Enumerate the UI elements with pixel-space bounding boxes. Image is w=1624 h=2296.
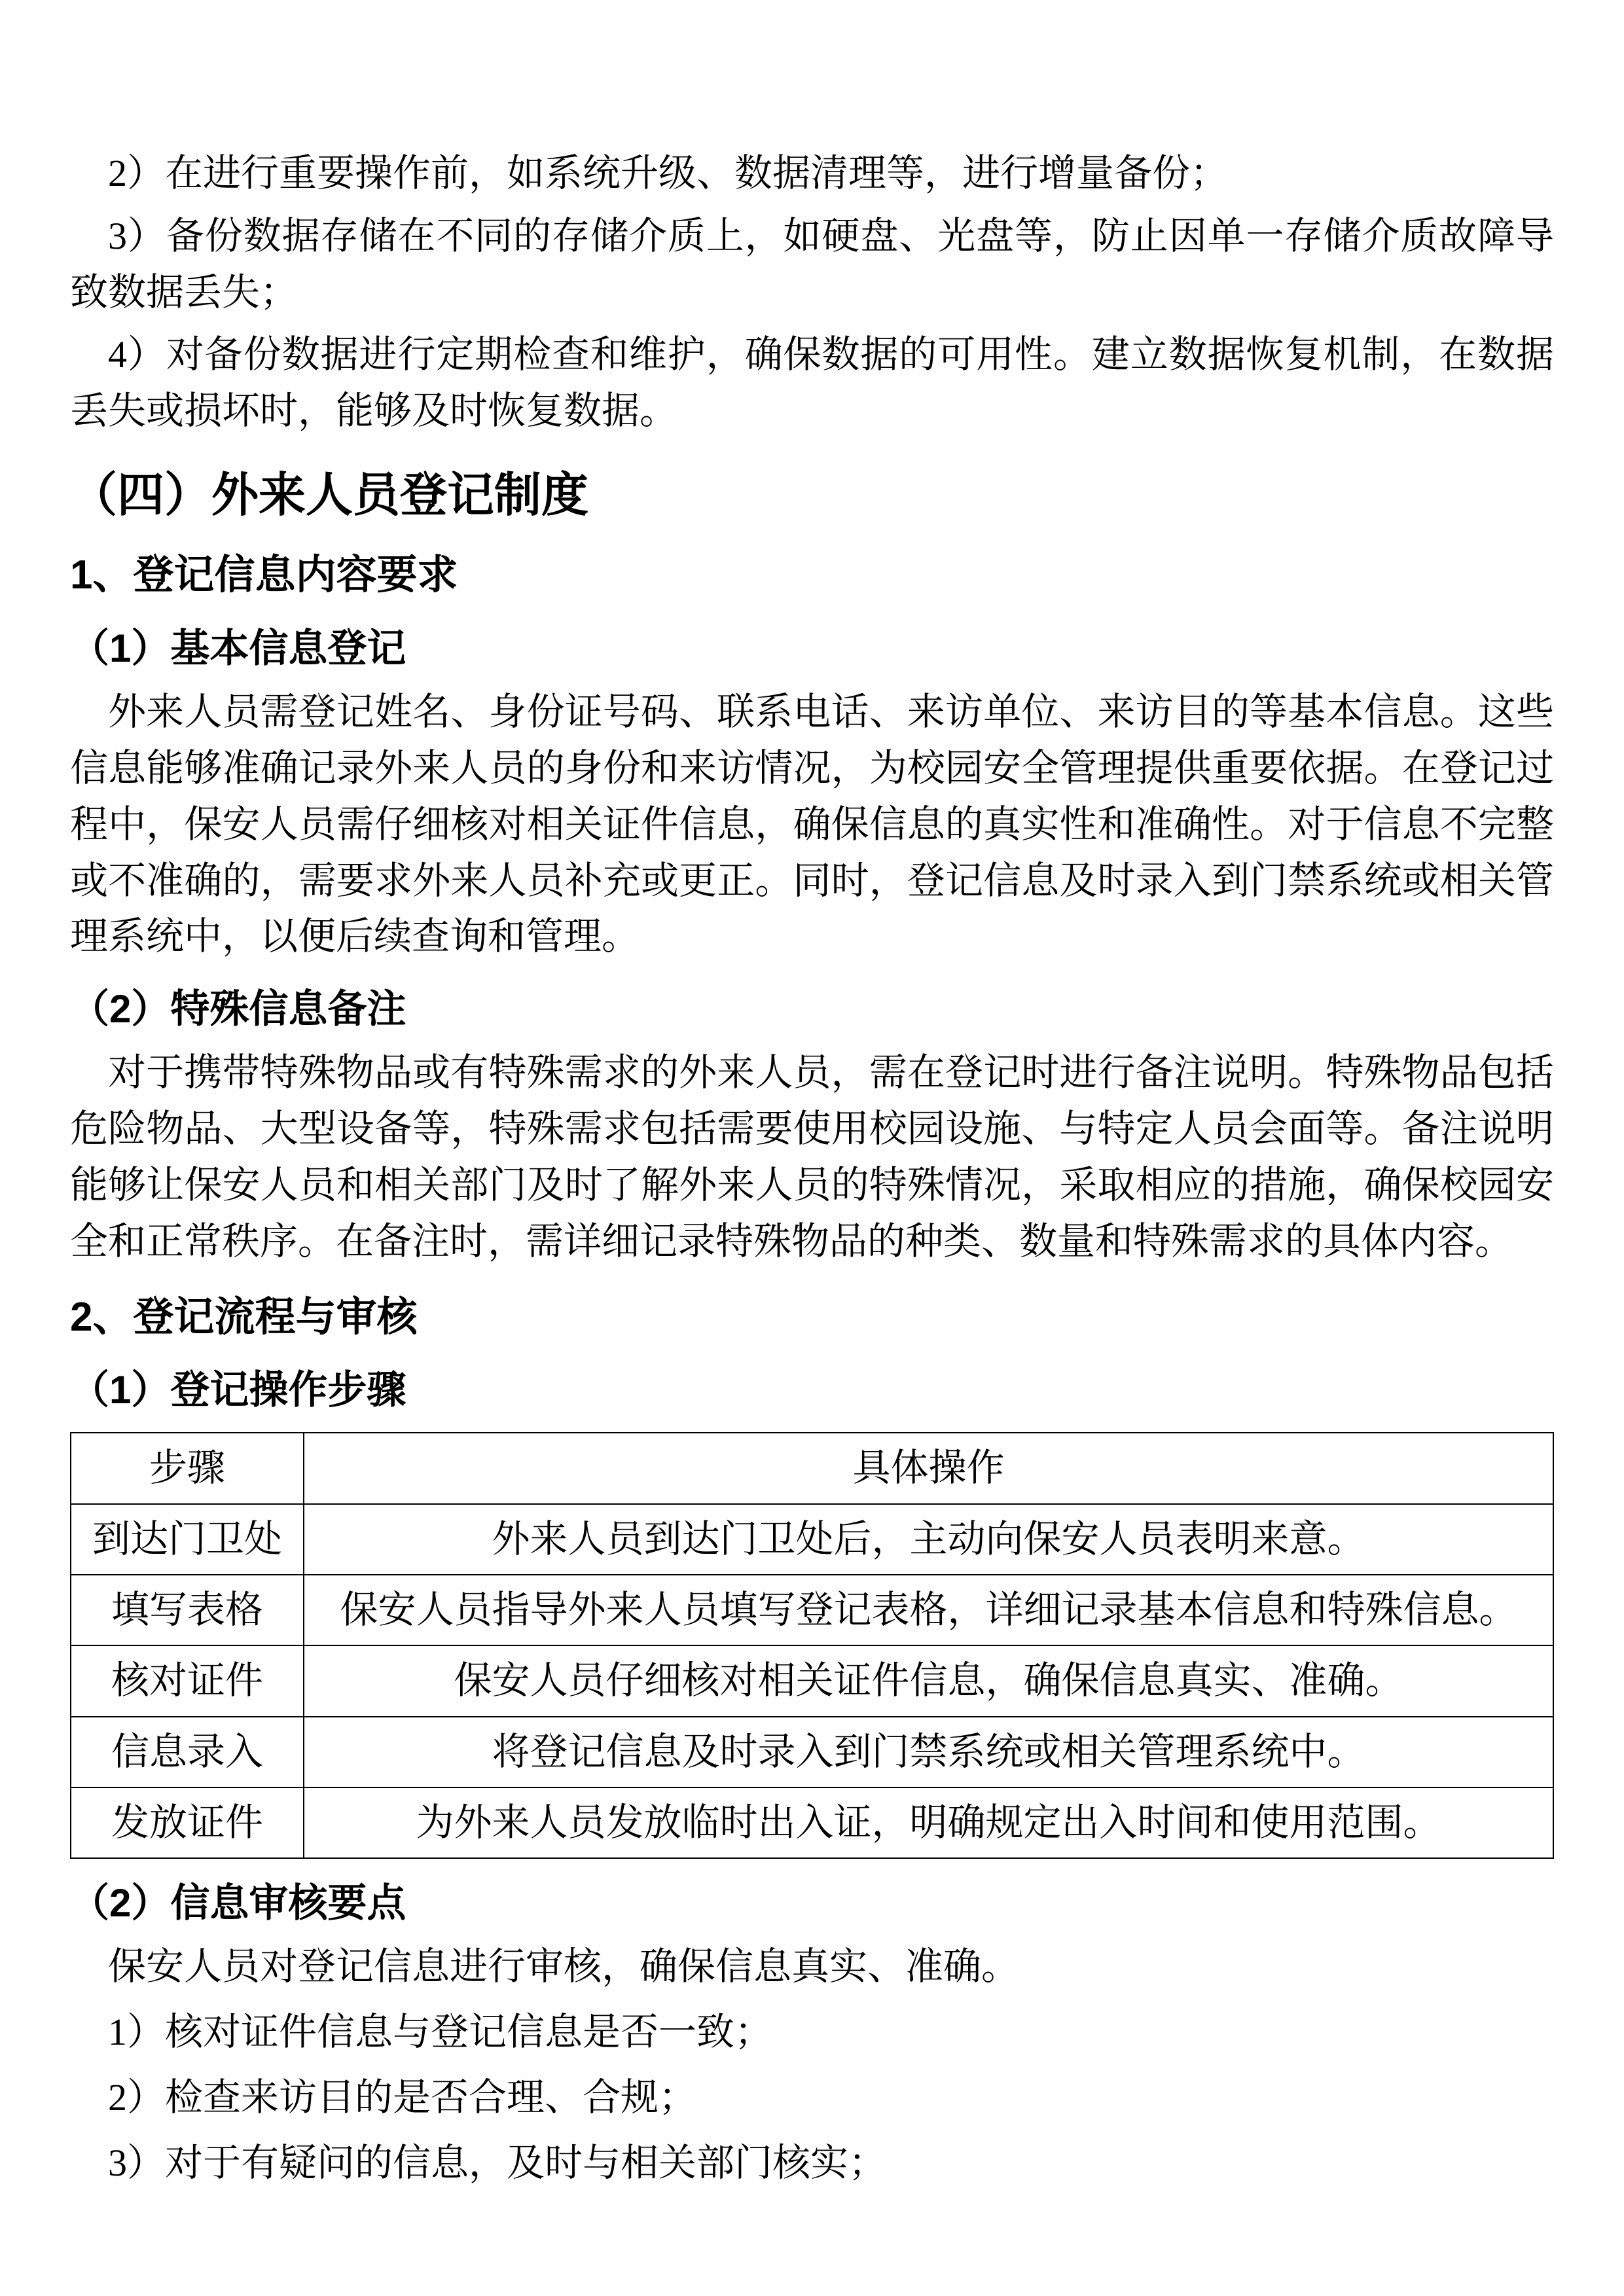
clause-heading-special-notes: （2）特殊信息备注 — [70, 987, 406, 1031]
subsection-heading-info-requirements: 1、登记信息内容要求 — [70, 552, 458, 598]
paragraph-special-notes: 对于携带特殊物品或有特殊需求的外来人员，需在登记时进行备注说明。特殊物品包括危险物品、大型设备等，特殊需求包括需要使用校园设施、与特定人员会面等。备注说明能够让保安人员和相关部门及时了解外来人员的特殊情况，采取相应的措施，确保校园安全和正常秩序。在备注时，需详细记录特殊物品的种类、数量和特殊需求的具体内容。 — [70, 1051, 1554, 1263]
table-cell-operation: 保安人员仔细核对相关证件信息，确保信息真实、准确。 — [304, 1645, 1553, 1716]
table-cell-step: 发放证件 — [71, 1787, 304, 1858]
paragraph-basic-info: 外来人员需登记姓名、身份证号码、联系电话、来访单位、来访目的等基本信息。这些信息能够准确记录外来人员的身份和来访情况，为校园安全管理提供重要依据。在登记过程中，保安人员需仔细核对相关证件信息，确保信息的真实性和准确性。对于信息不完整或不准确的，需要求外来人员补充或更正。同时，登记信息及时录入到门禁系统或相关管理系统中，以便后续查询和管理。 — [70, 691, 1554, 958]
clause-heading-registration-steps: （1）登记操作步骤 — [70, 1368, 406, 1412]
clause-heading-review-points: （2）信息审核要点 — [70, 1881, 406, 1926]
table-cell-step: 信息录入 — [71, 1717, 304, 1787]
table-header-step: 步骤 — [71, 1433, 304, 1503]
subsection-heading-process-review: 2、登记流程与审核 — [70, 1294, 418, 1340]
table-header-row — [71, 1433, 1553, 1503]
table-cell-step: 填写表格 — [71, 1575, 304, 1645]
table-row — [71, 1787, 1553, 1858]
registration-steps-table — [70, 1432, 1554, 1859]
backup-item: 4）对备份数据进行定期检查和维护，确保数据的可用性。建立数据恢复机制，在数据丢失或损坏时，能够及时恢复数据。 — [70, 333, 1554, 433]
review-point: 2）检查来访目的是否合理、合规； — [108, 2075, 697, 2119]
review-points-list — [70, 2004, 1554, 2191]
backup-item: 2）在进行重要操作前，如系统升级、数据清理等，进行增量备份； — [108, 152, 1229, 194]
section-heading-visitor-registration: （四）外来人员登记制度 — [70, 469, 589, 522]
table-cell-operation: 将登记信息及时录入到门禁系统或相关管理系统中。 — [304, 1717, 1553, 1787]
review-point: 1）核对证件信息与登记信息是否一致； — [108, 2010, 773, 2053]
table-row — [71, 1717, 1553, 1787]
paragraph-review-intro: 保安人员对登记信息进行审核，确保信息真实、准确。 — [108, 1945, 1020, 1988]
table-header-operation: 具体操作 — [304, 1433, 1553, 1503]
review-point: 3）对于有疑问的信息，及时与相关部门核实； — [108, 2141, 887, 2184]
backup-item: 3）备份数据存储在不同的存储介质上，如硬盘、光盘等，防止因单一存储介质故障导致数据丢失； — [70, 214, 1554, 314]
table-cell-step: 到达门卫处 — [71, 1504, 304, 1575]
clause-heading-basic-info: （1）基本信息登记 — [70, 626, 406, 671]
table-row — [71, 1575, 1553, 1645]
table-cell-step: 核对证件 — [71, 1645, 304, 1716]
table-cell-operation: 外来人员到达门卫处后，主动向保安人员表明来意。 — [304, 1504, 1553, 1575]
table-row — [71, 1504, 1553, 1575]
table-cell-operation: 为外来人员发放临时出入证，明确规定出入时间和使用范围。 — [304, 1787, 1553, 1858]
table-row — [71, 1645, 1553, 1716]
table-cell-operation: 保安人员指导外来人员填写登记表格，详细记录基本信息和特殊信息。 — [304, 1575, 1553, 1645]
